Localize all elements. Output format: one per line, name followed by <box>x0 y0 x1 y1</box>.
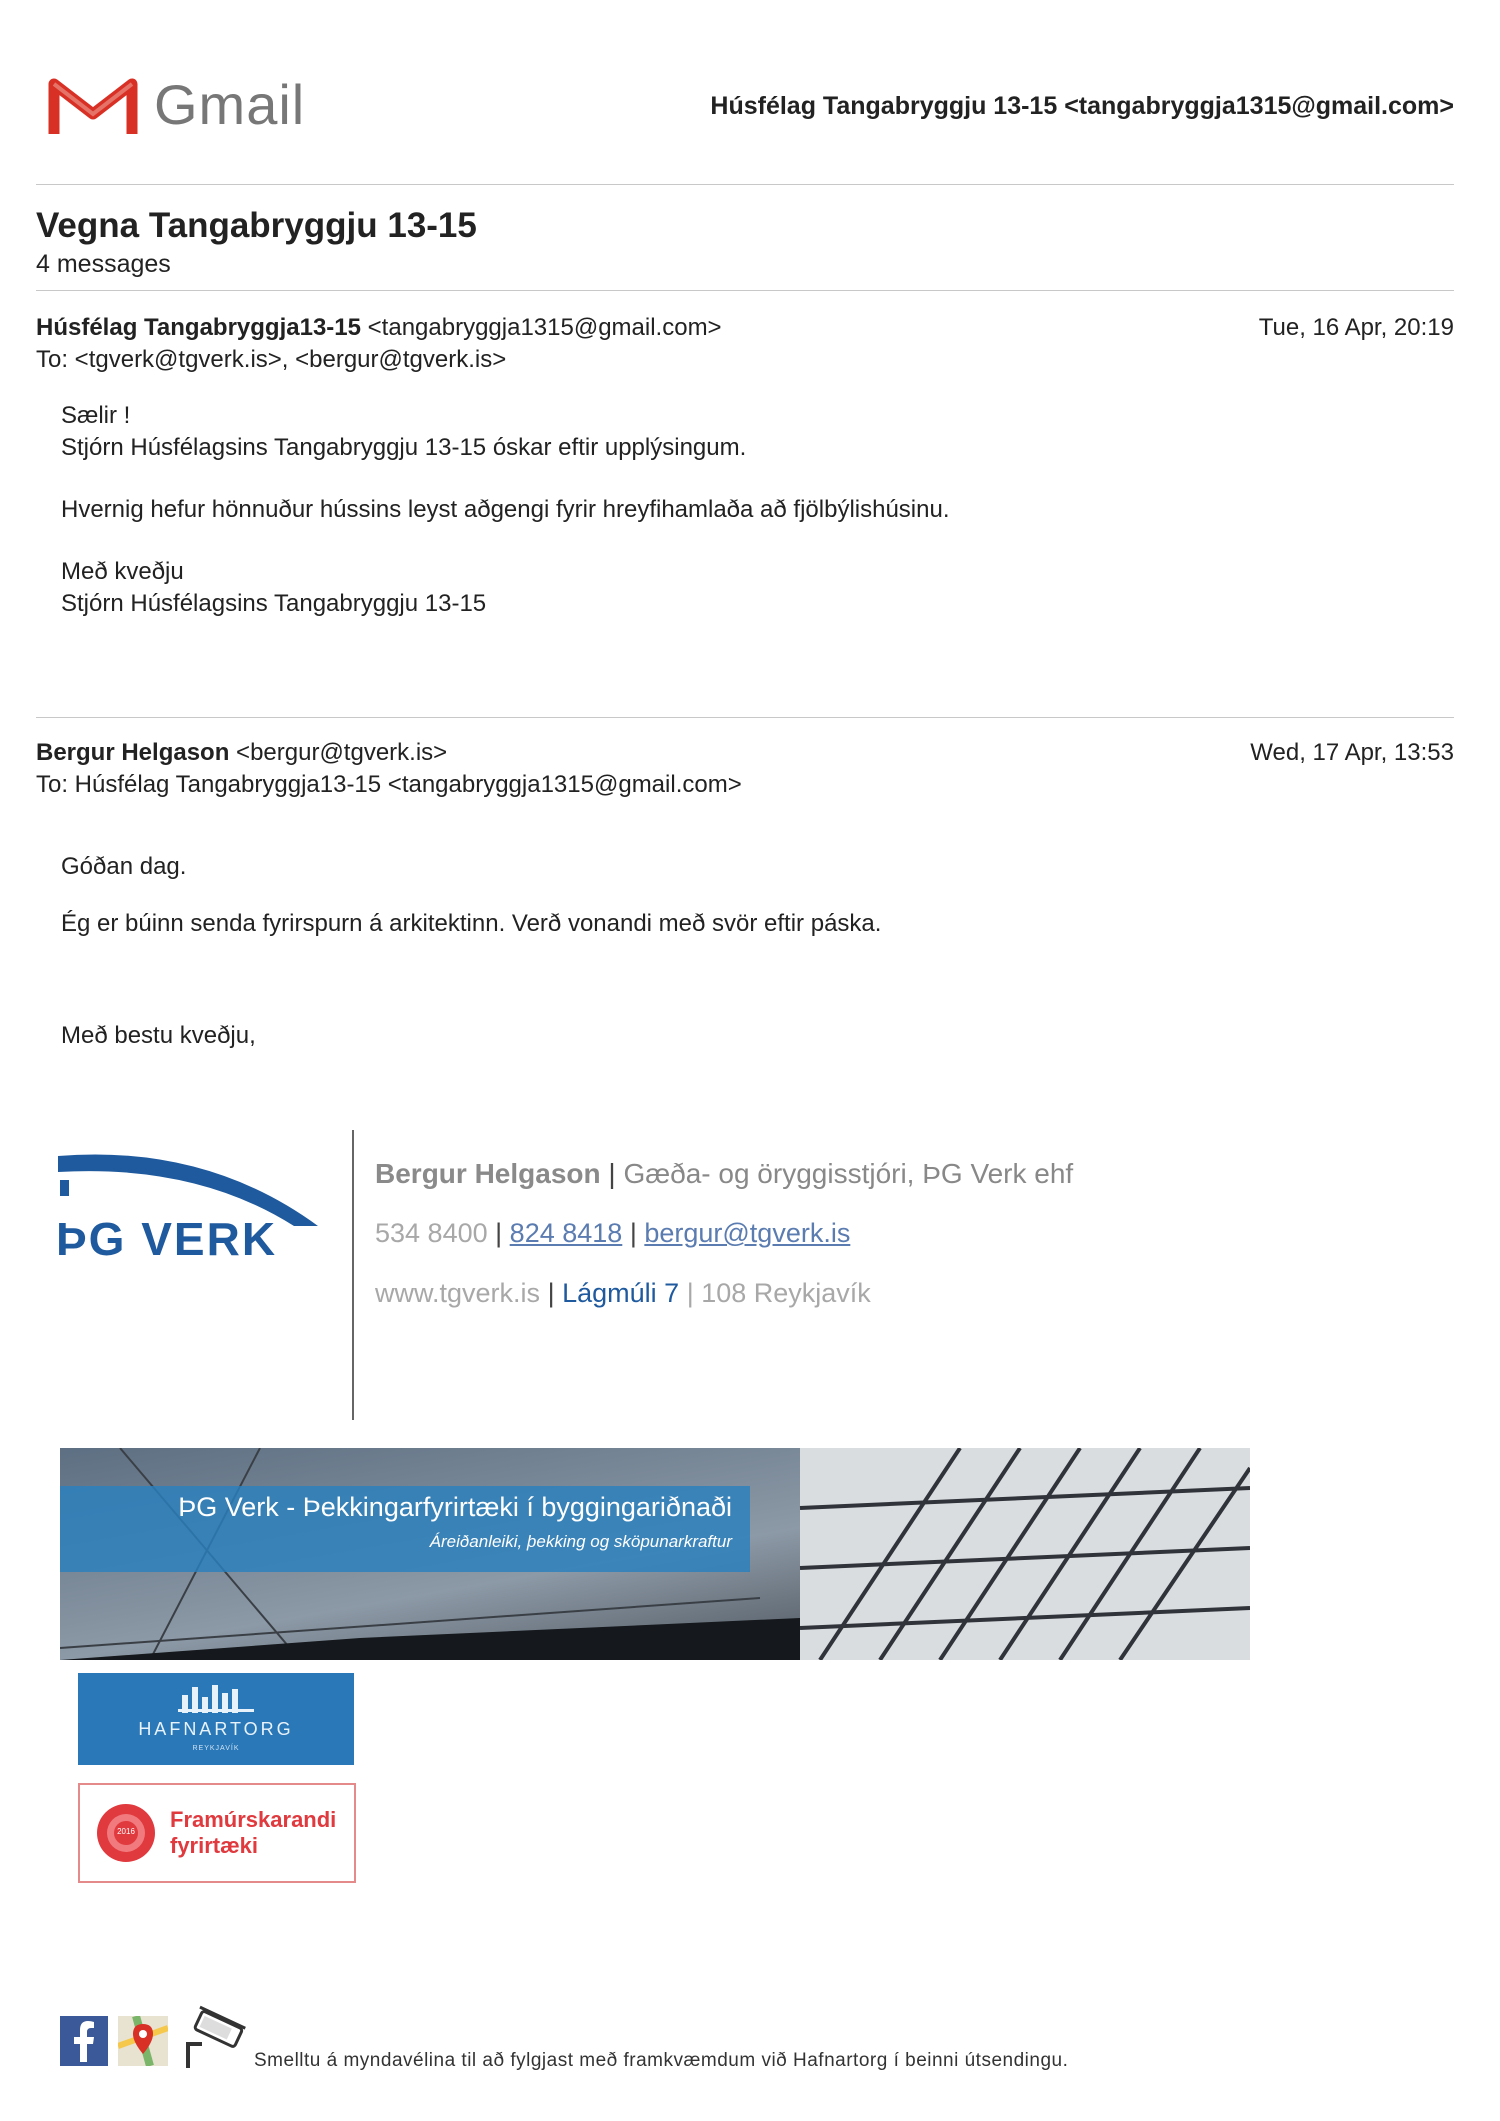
framurskarandi-line2: fyrirtæki <box>170 1833 259 1858</box>
message-line: Með bestu kveðju, <box>61 1022 256 1049</box>
hafnartorg-badge[interactable] <box>78 1673 354 1765</box>
divider <box>36 290 1454 291</box>
message-line: Hvernig hefur hönnuður hússins leyst aðgengi fyrir hreyfihamlaða að fjölbýlishúsinu. <box>61 496 950 523</box>
message-sender[interactable] <box>36 314 722 342</box>
message-date: Wed, 17 Apr, 13:53 <box>1250 739 1454 766</box>
skyline-icon <box>178 1683 254 1713</box>
hafnartorg-sublabel: REYKJAVÍK <box>192 1745 240 1752</box>
hafnartorg-label: HAFNARTORG <box>138 1719 294 1739</box>
signature-contact-line: 534 8400 | 824 8418 | bergur@tgverk.is <box>375 1218 851 1248</box>
award-year: 2016 <box>117 1827 135 1836</box>
divider <box>36 717 1454 718</box>
account-identity: Húsfélag Tangabryggju 13-15 <tangabryggja1315@gmail.com> <box>710 92 1454 120</box>
gmail-logo-icon <box>48 74 138 136</box>
message-line: Sælir ! <box>61 402 131 429</box>
message-count: 4 messages <box>36 250 171 278</box>
signature-city: 108 Reykjavík <box>701 1278 871 1308</box>
banner-caption <box>60 1486 750 1572</box>
message-sender[interactable] <box>36 739 447 767</box>
thread-title: Vegna Tangabryggju 13-15 <box>36 206 477 245</box>
framurskarandi-badge[interactable] <box>78 1783 356 1883</box>
message-line: Með kveðju <box>61 558 184 585</box>
signature-divider <box>352 1130 354 1420</box>
sender-email: <tangabryggja1315@gmail.com> <box>367 314 722 341</box>
message-recipients: To: Húsfélag Tangabryggja13-15 <tangabryggja1315@gmail.com> <box>36 771 742 798</box>
signature-mobile-link[interactable]: 824 8418 <box>509 1218 623 1248</box>
banner-subtitle: Áreiðanleiki, þekking og sköpunarkraftur <box>429 1532 732 1551</box>
message-line: Ég er búinn senda fyrirspurn á arkitektinn. Verð vonandi með svör eftir páska. <box>61 910 882 937</box>
message-line: Stjórn Húsfélagsins Tangabryggju 13-15 <box>61 590 487 617</box>
message-line: Góðan dag. <box>61 853 187 880</box>
sender-name: Húsfélag Tangabryggja13-15 <box>36 314 361 341</box>
banner-title: ÞG Verk - Þekkingarfyrirtæki í byggingariðnaði <box>178 1492 732 1522</box>
tg-logo-text: ÞG VERK <box>56 1213 278 1265</box>
signature-title: Gæða- og öryggisstjóri, ÞG Verk ehf <box>623 1158 1074 1189</box>
message-line: Stjórn Húsfélagsins Tangabryggju 13-15 óskar eftir upplýsingum. <box>61 434 747 461</box>
signature-name-line: Bergur Helgason | Gæða- og öryggisstjóri, ÞG Verk ehf <box>375 1158 1074 1189</box>
message-date: Tue, 16 Apr, 20:19 <box>1258 314 1454 341</box>
livestream-note[interactable]: Smelltu á myndavélina til að fylgjast með framkvæmdum við Hafnartorg í beinni útsendingu. <box>254 2050 1069 2071</box>
signature-name: Bergur Helgason <box>375 1158 601 1189</box>
gmail-brand: Gmail <box>154 73 306 136</box>
signature-address-line: www.tgverk.is | Lágmúli 7 | 108 Reykjavík <box>375 1278 871 1308</box>
sender-name: Bergur Helgason <box>36 739 230 766</box>
map-icon[interactable] <box>118 2016 168 2066</box>
signature-website-link[interactable]: www.tgverk.is <box>375 1278 541 1308</box>
company-banner[interactable] <box>60 1448 1250 1660</box>
framurskarandi-line1: Framúrskarandi <box>170 1807 337 1832</box>
message-recipients: To: <tgverk@tgverk.is>, <bergur@tgverk.is> <box>36 346 507 373</box>
facebook-icon[interactable] <box>60 2016 108 2066</box>
signature-phone: 534 8400 <box>375 1218 488 1248</box>
signature-street-link[interactable]: Lágmúli 7 <box>562 1278 680 1308</box>
camera-icon[interactable] <box>180 2004 250 2068</box>
divider <box>36 184 1454 185</box>
sender-email: <bergur@tgverk.is> <box>236 739 448 766</box>
signature-email-link[interactable]: bergur@tgverk.is <box>644 1218 851 1248</box>
tg-verk-logo[interactable] <box>56 1150 326 1270</box>
